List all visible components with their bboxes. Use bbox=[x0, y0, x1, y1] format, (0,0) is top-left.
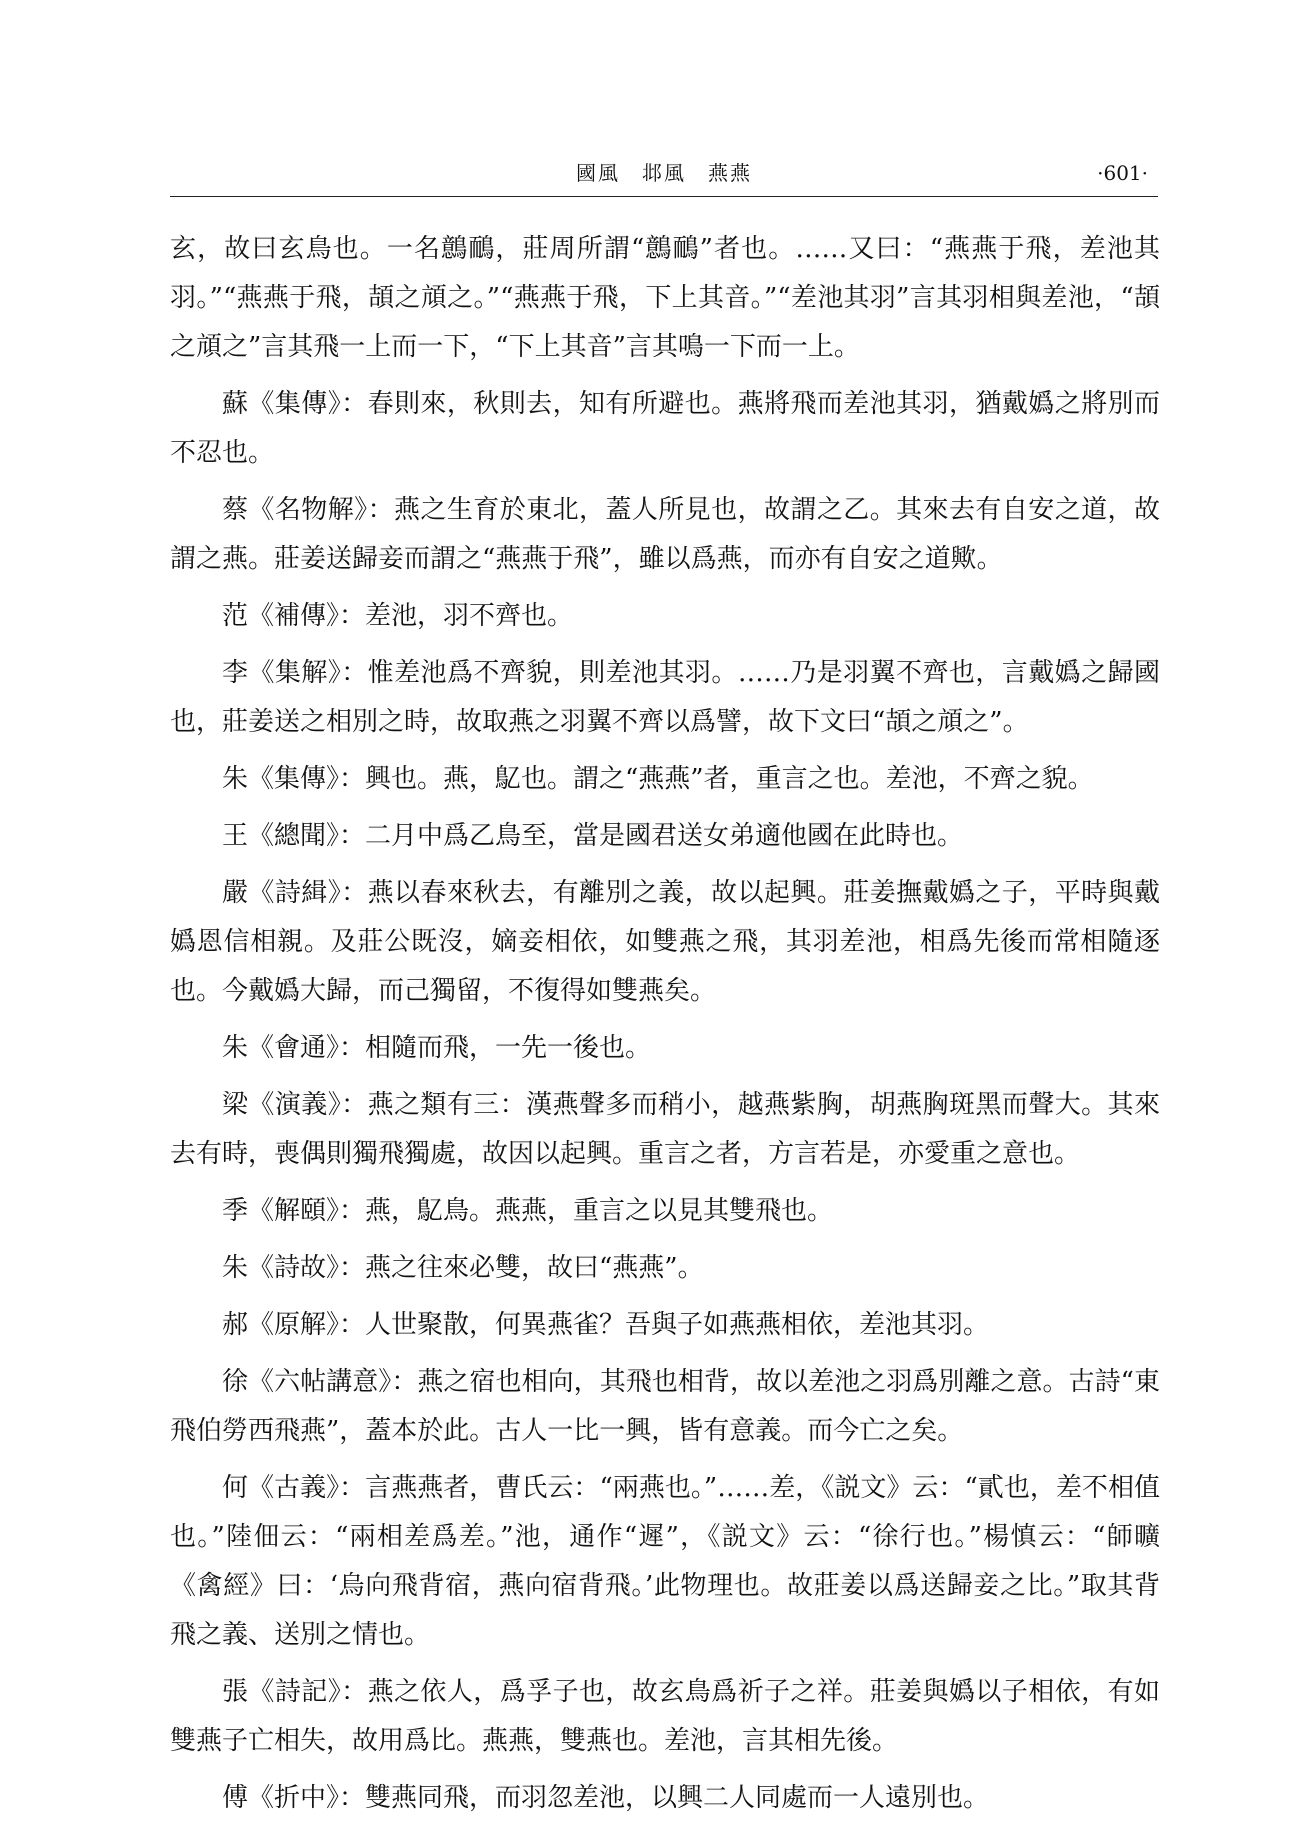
header-divider bbox=[170, 196, 1158, 197]
paragraph: 季《解頤》：燕，鳦鳥。燕燕，重言之以見其雙飛也。 bbox=[222, 1196, 834, 1226]
paragraph: 蔡《名物解》：燕之生育於東北，蓋人所見也，故謂之乙。其來去有自安之道，故謂之燕。莊姜送歸妾而謂之“燕燕于飛”，雖以爲燕，而亦有自安之道歟。 bbox=[170, 495, 1160, 574]
paragraph: 徐《六帖講意》：燕之宿也相向，其飛也相背，故以差池之羽爲別離之意。古詩“東飛伯勞西飛燕”，蓋本於此。古人一比一興，皆有意義。而今亡之矣。 bbox=[170, 1367, 1160, 1446]
running-title: 國風 邶風 燕燕 bbox=[576, 161, 752, 185]
paragraph: 王《總聞》：二月中爲乙鳥至，當是國君送女弟適他國在此時也。 bbox=[222, 821, 964, 851]
page-number: ·601· bbox=[1097, 161, 1148, 185]
body-text bbox=[170, 225, 1160, 1831]
paragraph: 張《詩記》：燕之依人，爲孚子也，故玄鳥爲祈子之祥。莊姜與嬀以子相依，有如雙燕子亡相失，故用爲比。燕燕，雙燕也。差池，言其相先後。 bbox=[170, 1677, 1160, 1756]
paragraph: 嚴《詩緝》：燕以春來秋去，有離別之義，故以起興。莊姜撫戴嬀之子，平時與戴嬀恩信相親。及莊公既沒，嫡妾相依，如雙燕之飛，其羽差池，相爲先後而常相隨逐也。今戴嬀大歸，而己獨留，不復得如雙燕矣。 bbox=[170, 878, 1160, 1006]
paragraph: 郝《原解》：人世聚散，何異燕雀？吾與子如燕燕相依，差池其羽。 bbox=[222, 1310, 990, 1340]
paragraph: 朱《會通》：相隨而飛，一先一後也。 bbox=[222, 1033, 652, 1063]
paragraph: 朱《詩故》：燕之往來必雙，故曰“燕燕”。 bbox=[222, 1253, 704, 1283]
paragraph: 梁《演義》：燕之類有三：漢燕聲多而稍小，越燕紫胸，胡燕胸斑黑而聲大。其來去有時，喪偶則獨飛獨處，故因以起興。重言之者，方言若是，亦愛重之意也。 bbox=[170, 1090, 1160, 1169]
paragraph: 范《補傳》：差池，羽不齊也。 bbox=[222, 601, 574, 631]
paragraph: 李《集解》：惟差池爲不齊貌，則差池其羽。……乃是羽翼不齊也，言戴嬀之歸國也，莊姜送之相別之時，故取燕之羽翼不齊以爲譬，故下文曰“頡之頏之”。 bbox=[170, 658, 1160, 737]
paragraph: 朱《集傳》：興也。燕，鳦也。謂之“燕燕”者，重言之也。差池，不齊之貌。 bbox=[222, 764, 1094, 794]
paragraph: 何《古義》：言燕燕者，曹氏云：“兩燕也。”……差，《説文》云：“貳也，差不相值也。”陸佃云：“兩相差爲差。”池，通作“遲”，《説文》云：“徐行也。”楊慎云：“師曠《禽經》曰：‘烏向飛背宿，燕向宿背飛。’此物理也。故莊姜以爲送歸妾之比。”取其背飛之義、送別之情也。 bbox=[170, 1473, 1160, 1650]
paragraph: 玄，故曰玄鳥也。一名鷾鴯，莊周所謂“鷾鴯”者也。……又曰：“燕燕于飛，差池其羽。”“燕燕于飛，頡之頏之。”“燕燕于飛，下上其音。”“差池其羽”言其羽相與差池，“頡之頏之”言其飛一上而一下，“下上其音”言其鳴一下而一上。 bbox=[170, 234, 1160, 362]
paragraph: 傅《折中》：雙燕同飛，而羽忽差池，以興二人同處而一人遠別也。 bbox=[222, 1783, 990, 1813]
paragraph: 蘇《集傳》：春則來，秋則去，知有所避也。燕將飛而差池其羽，猶戴嬀之將別而不忍也。 bbox=[170, 389, 1160, 468]
running-header bbox=[170, 160, 1158, 196]
